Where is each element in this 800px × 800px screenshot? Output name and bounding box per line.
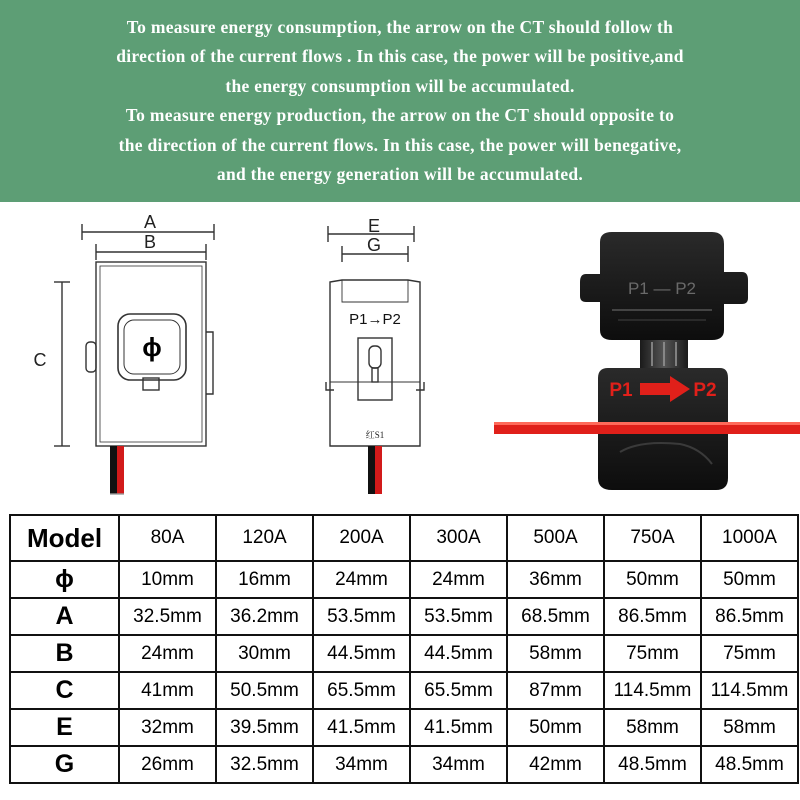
ct-side-red-wire [375,446,382,494]
table-cell: 50.5mm [216,672,313,709]
table-cell: 48.5mm [701,746,798,783]
table-cell: 32.5mm [119,598,216,635]
diagram-canvas [0,202,800,502]
info-banner [0,0,800,202]
table-cell: 44.5mm [410,635,507,672]
ct-side-body [330,280,420,446]
row-label: ϕ [10,561,119,598]
table-cell: 86.5mm [701,598,798,635]
table-cell: 50mm [507,709,604,746]
ct-black-wire [110,446,117,494]
table-cell: 26mm [119,746,216,783]
table-row [10,672,798,709]
table-cell: 87mm [507,672,604,709]
ct-left-lug [86,342,96,372]
dim-e-label: E [367,216,381,236]
ct-side-view [326,226,424,494]
table-cell: 41.5mm [410,709,507,746]
table-cell: 75mm [701,635,798,672]
phi-symbol: ϕ [142,332,162,362]
table-cell: 41mm [119,672,216,709]
spec-table [9,514,799,784]
table-row [10,709,798,746]
ct-side-latch [358,338,392,400]
dim-g-label: G [366,235,382,255]
table-cell: 42mm [507,746,604,783]
row-label: E [10,709,119,746]
table-cell: 48.5mm [604,746,701,783]
table-header-row [10,515,798,561]
banner-line-1: To measure energy consumption, the arrow on the CT should follow th [126,17,674,37]
table-cell: 41.5mm [313,709,410,746]
header-cell-model: Model [10,515,119,561]
photo-arrow-label-p2: P2 [693,380,717,401]
ct-side-lid [342,280,408,302]
banner-line-3: the energy consumption will be accumulated. [225,76,575,96]
header-cell: 80A [119,515,216,561]
ct-side-latch-slot [369,346,381,368]
table-cell: 58mm [507,635,604,672]
table-cell: 44.5mm [313,635,410,672]
table-cell: 16mm [216,561,313,598]
table-cell: 58mm [701,709,798,746]
header-cell: 1000A [701,515,798,561]
table-cell: 68.5mm [507,598,604,635]
dim-c-label: C [33,350,47,370]
table-cell: 32mm [119,709,216,746]
ct-red-wire [117,446,124,494]
dimension-diagrams [0,202,800,502]
table-cell: 34mm [313,746,410,783]
header-cell: 750A [604,515,701,561]
table-cell: 65.5mm [410,672,507,709]
table-cell: 10mm [119,561,216,598]
table-row [10,635,798,672]
photo-arrow-label-p1: P1 [609,380,633,401]
dim-b-label: B [143,232,157,252]
ct-right-hinge [206,332,213,394]
banner-line-4: To measure energy production, the arrow on the CT should opposite to [125,105,675,125]
banner-line-5: the direction of the current flows. In this case, the power will benegative, [118,135,682,155]
table-cell: 30mm [216,635,313,672]
photo-embossed-label: P1 — P2 [627,279,697,298]
table-cell: 24mm [313,561,410,598]
side-bottom-mark: 红S1 [365,430,385,440]
banner-line-6: and the energy generation will be accumulated. [216,164,584,184]
row-label: A [10,598,119,635]
side-arrow-label: P1→P2 [349,311,401,328]
header-cell: 200A [313,515,410,561]
table-row [10,746,798,783]
table-cell: 50mm [701,561,798,598]
table-cell: 24mm [410,561,507,598]
table-cell: 24mm [119,635,216,672]
header-cell: 120A [216,515,313,561]
ct-side-black-wire [368,446,375,494]
ct-product-photo [494,232,800,490]
row-label: C [10,672,119,709]
table-cell: 32.5mm [216,746,313,783]
dim-a-label: A [143,212,157,232]
table-cell: 34mm [410,746,507,783]
table-row [10,561,798,598]
table-cell: 39.5mm [216,709,313,746]
table-cell: 53.5mm [313,598,410,635]
table-cell: 36mm [507,561,604,598]
row-label: G [10,746,119,783]
ct-photo-conductor-shine [494,422,800,425]
banner-line-2: direction of the current flows . In this case, the power will be positive,and [116,46,684,66]
table-cell: 114.5mm [604,672,701,709]
table-cell: 50mm [604,561,701,598]
table-cell: 65.5mm [313,672,410,709]
ct-front-view [54,224,214,494]
header-cell: 300A [410,515,507,561]
table-cell: 86.5mm [604,598,701,635]
table-cell: 58mm [604,709,701,746]
row-label: B [10,635,119,672]
table-cell: 53.5mm [410,598,507,635]
header-cell: 500A [507,515,604,561]
table-cell: 75mm [604,635,701,672]
ct-photo-arrow-shaft [640,383,672,395]
table-cell: 36.2mm [216,598,313,635]
table-cell: 114.5mm [701,672,798,709]
table-row [10,598,798,635]
ct-side-latch-stem [372,368,378,382]
